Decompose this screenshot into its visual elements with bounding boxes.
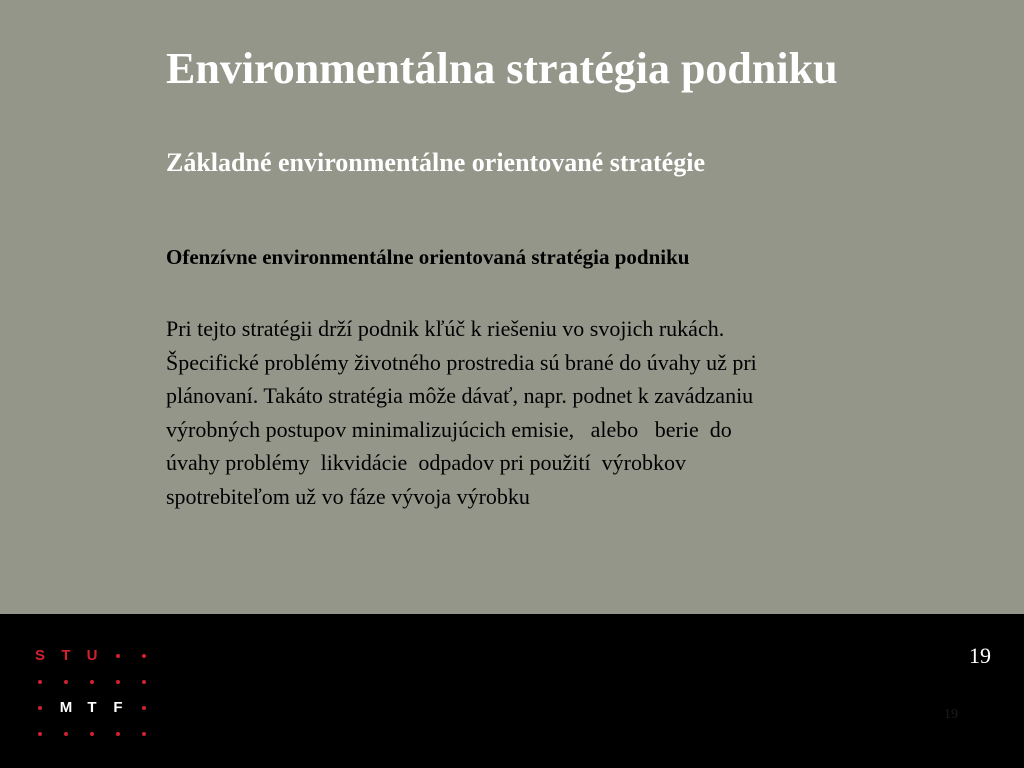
logo-dot-icon	[134, 724, 154, 744]
body-line: Špecifické problémy životného prostredia sú brané do úvahy už pri	[166, 349, 757, 375]
logo-letter: T	[87, 699, 97, 716]
logo-dot-icon	[108, 724, 128, 744]
logo-dot-icon	[82, 672, 102, 692]
slide-title: Environmentálna stratégia podniku	[166, 44, 838, 93]
body-line: plánovaní. Takáto stratégia môže dávať, napr. podnet k zavádzaniu	[166, 383, 754, 408]
logo-dot-icon	[108, 646, 128, 666]
logo-dot-icon	[30, 698, 50, 718]
page-number: 19	[969, 643, 991, 668]
slide-content	[166, 0, 986, 614]
logo-dot-icon	[56, 724, 76, 744]
logo-dot-icon	[108, 672, 128, 692]
logo-dot-icon	[134, 672, 154, 692]
body-line: úvahy problémy likvidácie odpadov pri použití výrobkov	[166, 450, 686, 475]
logo-letter: F	[113, 699, 123, 716]
section-heading: Ofenzívne environmentálne orientovaná stratégia podniku	[166, 245, 690, 269]
footer-bar	[0, 614, 1024, 768]
logo-dot-icon	[30, 672, 50, 692]
logo-dot-icon	[82, 724, 102, 744]
body-line: výrobných postupov minimalizujúcich emisie, alebo berie do	[166, 416, 732, 442]
logo-dot-icon	[134, 698, 154, 718]
logo-letter: T	[61, 647, 71, 664]
logo-letter: S	[34, 647, 45, 664]
logo-dot-icon	[134, 646, 154, 666]
slide-subtitle: Základné environmentálne orientované stratégie	[166, 148, 705, 177]
body-paragraph	[166, 312, 966, 513]
page-number-faded: 19	[944, 707, 958, 722]
logo-letter: M	[59, 699, 73, 716]
logo-dot-icon	[30, 724, 50, 744]
logo-dot-icon	[56, 672, 76, 692]
logo-letter: U	[86, 647, 98, 664]
body-line: Pri tejto stratégii drží podnik kľúč k riešeniu vo svojich rukách.	[166, 316, 725, 341]
stu-mtf-logo	[30, 642, 160, 742]
body-line: spotrebiteľom už vo fáze vývoja výrobku	[166, 483, 530, 509]
